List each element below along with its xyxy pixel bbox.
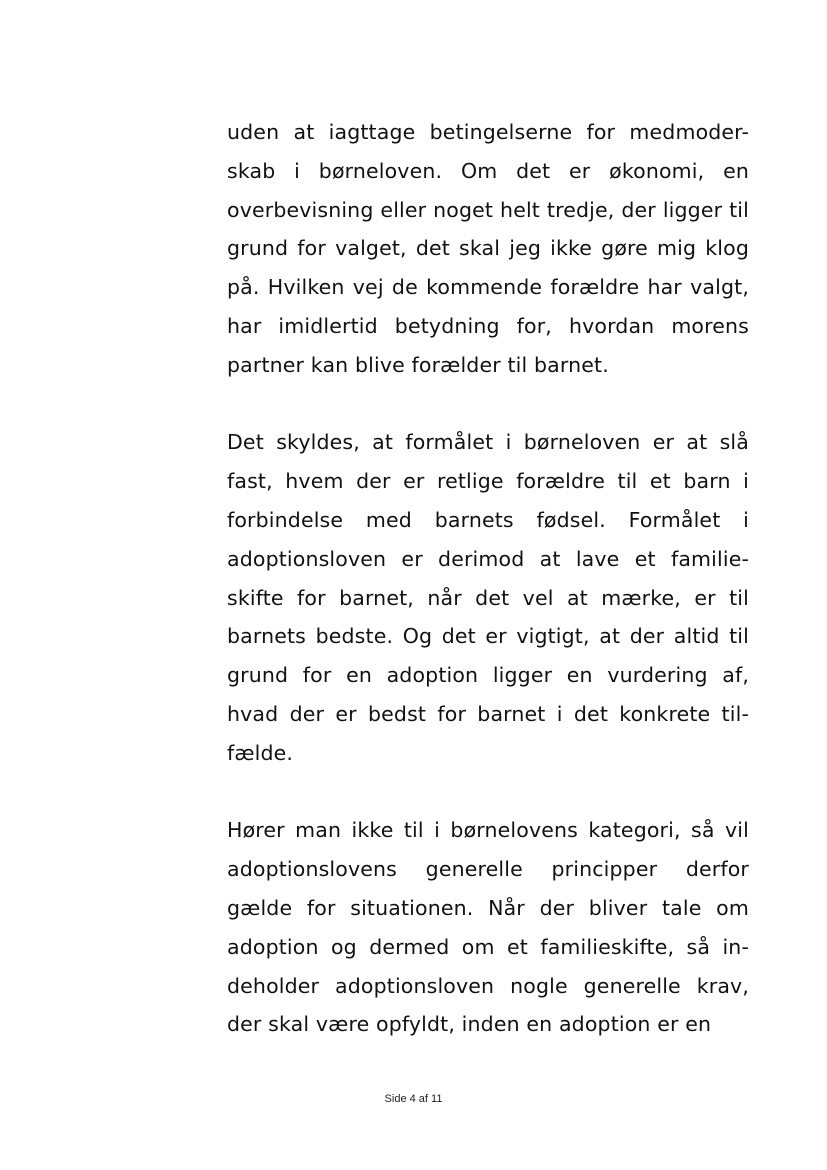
paragraph: Det skyldes, at formålet i børneloven er at slå fast, hvem der er retlige forældre til et barn i forbindelse med barnets fødsel. Formålet i adoptionsloven er derimod at lave et familie- skifte for barnet, når det vel at mærke, er til barnets bedste. Og det er vigtigt, at der altid til grund for en adoption ligger en vurdering af, hvad der er bedst for barnet i det konkrete til- fælde. [227, 430, 749, 765]
paragraph: uden at iagttage betingelserne for medmoder- skab i børneloven. Om det er økonomi, en overbevisning eller noget helt tredje, der ligger til grund for valget, det skal jeg ikke gøre mig klog på. Hvilken vej de kommende forældre har valgt, har imidlertid betydning for, hvordan morens partner kan blive forælder til barnet. [227, 120, 749, 377]
paragraph: Hører man ikke til i børnelovens kategori, så vil adoptionslovens generelle principper derfor gælde for situationen. Når der bliver tale om adoption og dermed om et familieskifte, så in- deholder adoptionsloven nogle generelle krav, der skal være opfyldt, inden en adoption er en [227, 818, 749, 1037]
page-number: Side 4 af 11 [384, 1093, 443, 1105]
body-text [227, 113, 749, 1044]
